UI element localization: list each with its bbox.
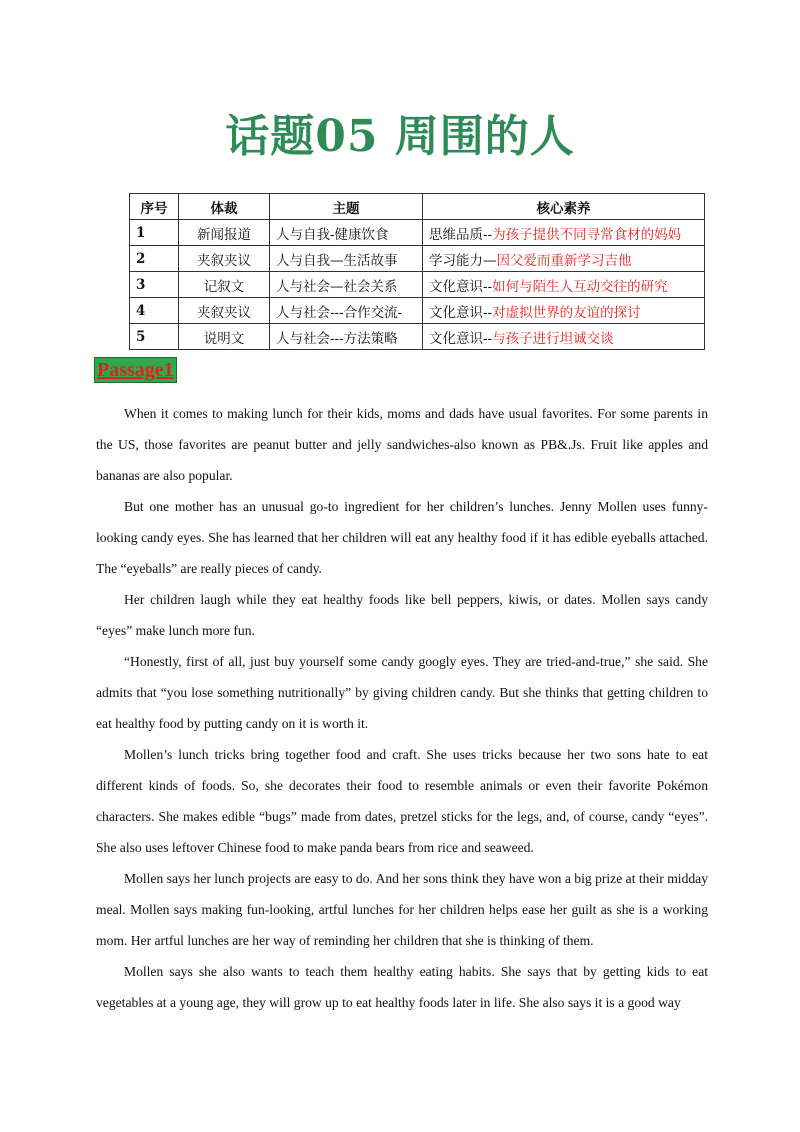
row-num: 3 xyxy=(130,272,179,298)
row-skill xyxy=(423,324,705,350)
row-genre: 新闻报道 xyxy=(179,220,270,246)
row-skill xyxy=(423,272,705,298)
paragraph: But one mother has an unusual go-to ingredient for her children’s lunches. Jenny Mollen uses funny-looking candy eyes. She has learned that her children will eat any healthy food if it has edible eyeballs attached. The “eyeballs” are really pieces of candy. xyxy=(96,499,708,576)
row-genre: 说明文 xyxy=(179,324,270,350)
table-row xyxy=(130,298,705,324)
skill-label: 文化意识-- xyxy=(429,278,493,295)
skill-detail: 与孩子进行坦诚交谈 xyxy=(492,330,614,347)
table-row xyxy=(130,272,705,298)
header-skill: 核心素养 xyxy=(423,194,705,220)
row-num: 2 xyxy=(130,246,179,272)
page-title: 话题05 周围的人 xyxy=(225,111,575,162)
skill-detail: 因父爱而重新学习吉他 xyxy=(496,252,632,269)
row-genre: 夹叙夹议 xyxy=(179,246,270,272)
paragraph: Mollen says her lunch projects are easy to do. And her sons think they have won a big prize at their midday meal. Mollen says making fun-looking, artful lunches for her children helps ease her guilt as she is a working mom. Her artful lunches are her way of reminding her children that she is thinking of them. xyxy=(96,871,708,948)
passage-body xyxy=(96,398,708,1018)
header-genre: 体裁 xyxy=(179,194,270,220)
paragraph: Mollen says she also wants to teach them healthy eating habits. She says that by getting kids to eat vegetables at a young age, they will grow up to eat healthy foods later in life. She also says it is a good way xyxy=(96,964,708,1010)
row-theme: 人与社会—社会关系 xyxy=(270,272,423,298)
row-skill xyxy=(423,220,705,246)
header-num: 序号 xyxy=(130,194,179,220)
topic-table xyxy=(129,193,705,350)
row-num: 4 xyxy=(130,298,179,324)
skill-detail: 如何与陌生人互动交往的研究 xyxy=(492,278,668,295)
skill-detail: 为孩子提供不同寻常食材的妈妈 xyxy=(492,226,682,243)
row-theme: 人与自我—生活故事 xyxy=(270,246,423,272)
paragraph: “Honestly, first of all, just buy yourself some candy googly eyes. They are tried-and-true,” she said. She admits that “you lose something nutritionally” by giving children candy. But she thinks that getting children to eat healthy food by putting candy on it is worth it. xyxy=(96,654,708,731)
table-row xyxy=(130,324,705,350)
row-theme: 人与社会---合作交流- xyxy=(270,298,423,324)
header-theme: 主题 xyxy=(270,194,423,220)
row-theme: 人与社会---方法策略 xyxy=(270,324,423,350)
passage-label xyxy=(94,357,177,383)
skill-label: 思维品质-- xyxy=(429,226,493,243)
passage-label-text: Passage1 xyxy=(97,359,174,381)
row-num: 5 xyxy=(130,324,179,350)
row-genre: 夹叙夹议 xyxy=(179,298,270,324)
paragraph: Mollen’s lunch tricks bring together food and craft. She uses tricks because her two sons hate to eat different kinds of foods. So, she decorates their food to resemble animals or even their favorite Pokémon characters. She makes edible “bugs” made from dates, pretzel sticks for the legs, and, of course, candy “eyes”. She also uses leftover Chinese food to make panda bears from rice and seaweed. xyxy=(96,747,708,855)
skill-detail: 对虚拟世界的友谊的探讨 xyxy=(492,304,641,321)
row-theme: 人与自我-健康饮食 xyxy=(270,220,423,246)
table-row xyxy=(130,220,705,246)
row-skill xyxy=(423,246,705,272)
paragraph: Her children laugh while they eat healthy foods like bell peppers, kiwis, or dates. Mollen says candy “eyes” make lunch more fun. xyxy=(96,592,708,638)
skill-label: 文化意识-- xyxy=(429,304,493,321)
row-skill xyxy=(423,298,705,324)
row-genre: 记叙文 xyxy=(179,272,270,298)
table-header-row xyxy=(130,194,705,220)
table-row xyxy=(130,246,705,272)
skill-label: 文化意识-- xyxy=(429,330,493,347)
row-num: 1 xyxy=(130,220,179,246)
paragraph: When it comes to making lunch for their kids, moms and dads have usual favorites. For some parents in the US, those favorites are peanut butter and jelly sandwiches-also known as PB&.Js. Fruit like apples and bananas are also popular. xyxy=(96,406,708,483)
skill-label: 学习能力— xyxy=(429,252,497,269)
